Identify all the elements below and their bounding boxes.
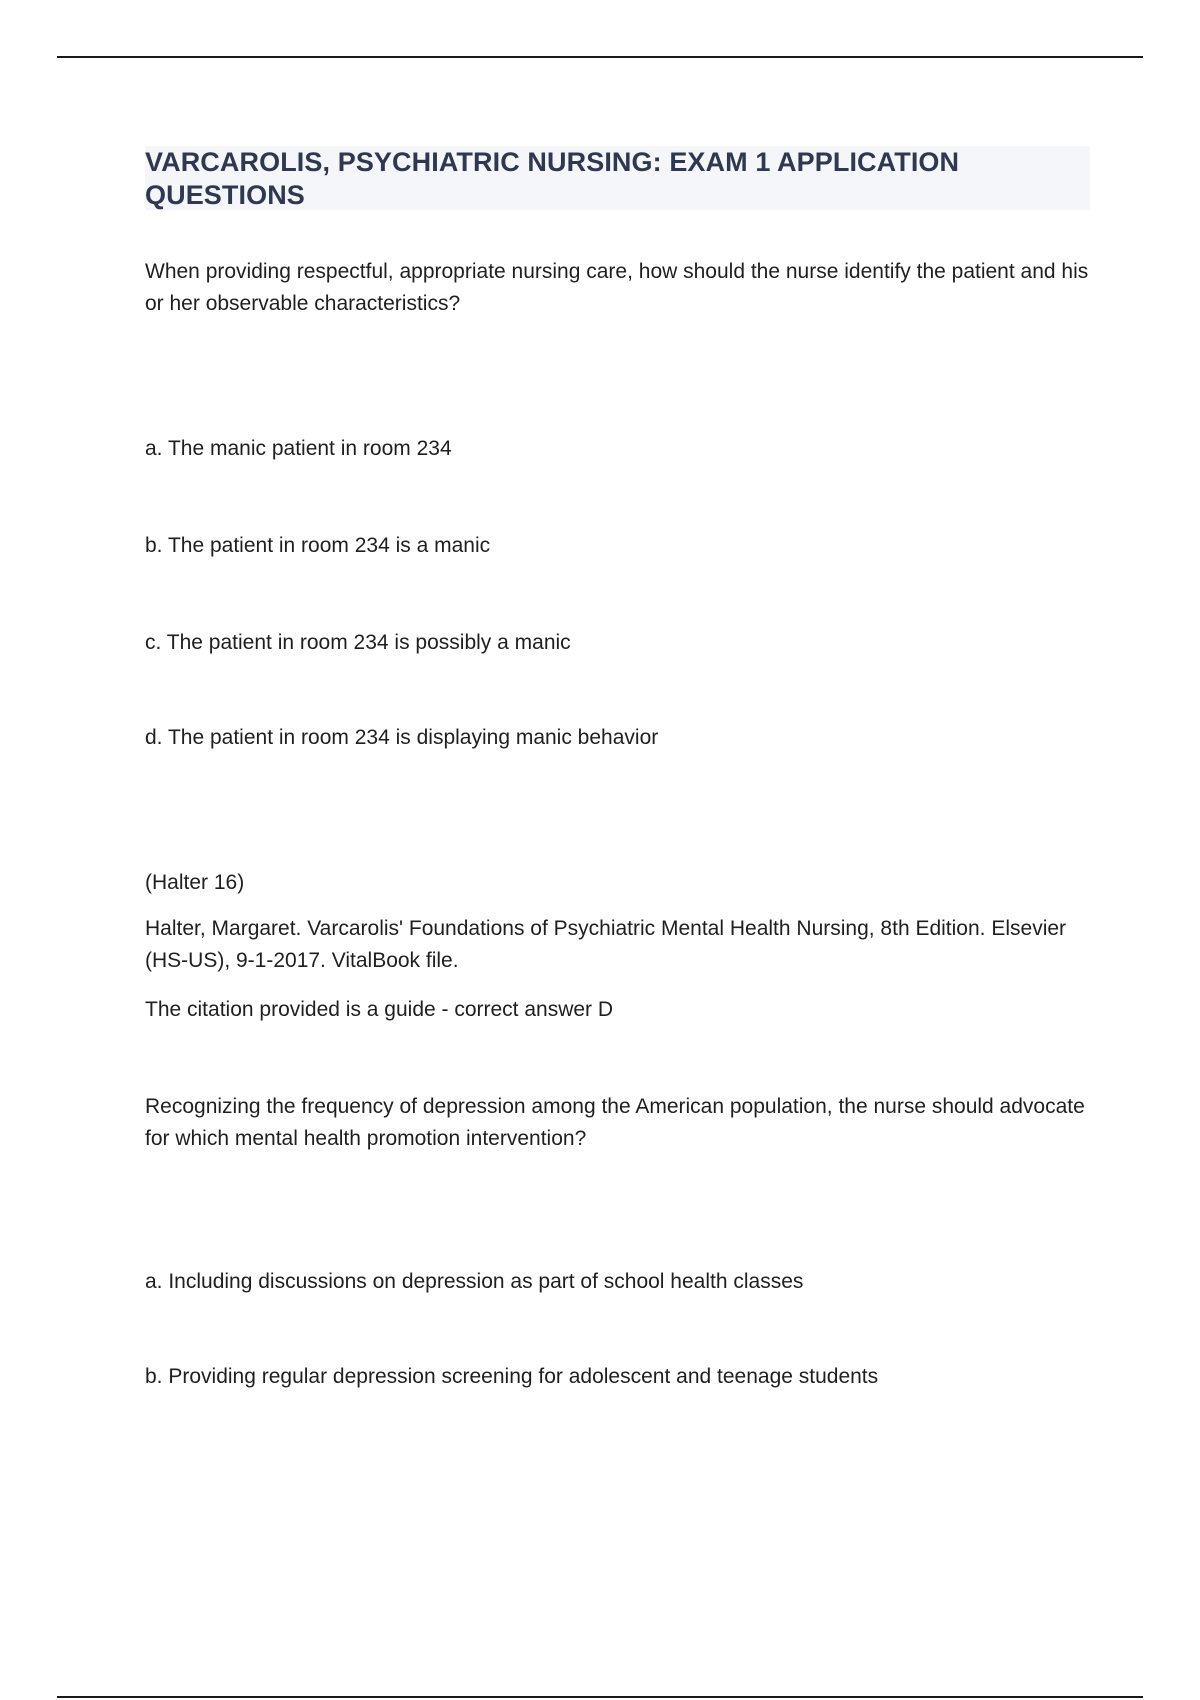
question-1-answer-note: The citation provided is a guide - correct answer D <box>145 998 614 1021</box>
question-1-option-b: b. The patient in room 234 is a manic <box>145 534 491 557</box>
bottom-rule <box>57 1696 1143 1698</box>
question-2-option-a: a. Including discussions on depression as part of school health classes <box>145 1270 804 1293</box>
question-1-stem: When providing respectful, appropriate nursing care, how should the nurse identify the patient and his or her observable characteristics? <box>145 260 1089 315</box>
question-1-option-a: a. The manic patient in room 234 <box>145 437 452 460</box>
question-2-stem: Recognizing the frequency of depression among the American population, the nurse should advocate for which mental health promotion intervention? <box>145 1095 1085 1150</box>
question-1-reference: (Halter 16) <box>145 871 245 894</box>
question-2-option-b: b. Providing regular depression screening for adolescent and teenage students <box>145 1365 879 1388</box>
top-rule <box>57 56 1143 58</box>
question-1-option-c: c. The patient in room 234 is possibly a manic <box>145 631 571 654</box>
question-1-citation: Halter, Margaret. Varcarolis' Foundations of Psychiatric Mental Health Nursing, 8th Edition. Elsevier (HS-US), 9-1-2017. VitalBook file. <box>145 917 1067 972</box>
document-title: VARCAROLIS, PSYCHIATRIC NURSING: EXAM 1 APPLICATION QUESTIONS <box>145 147 960 210</box>
question-1-option-d: d. The patient in room 234 is displaying manic behavior <box>145 726 659 749</box>
